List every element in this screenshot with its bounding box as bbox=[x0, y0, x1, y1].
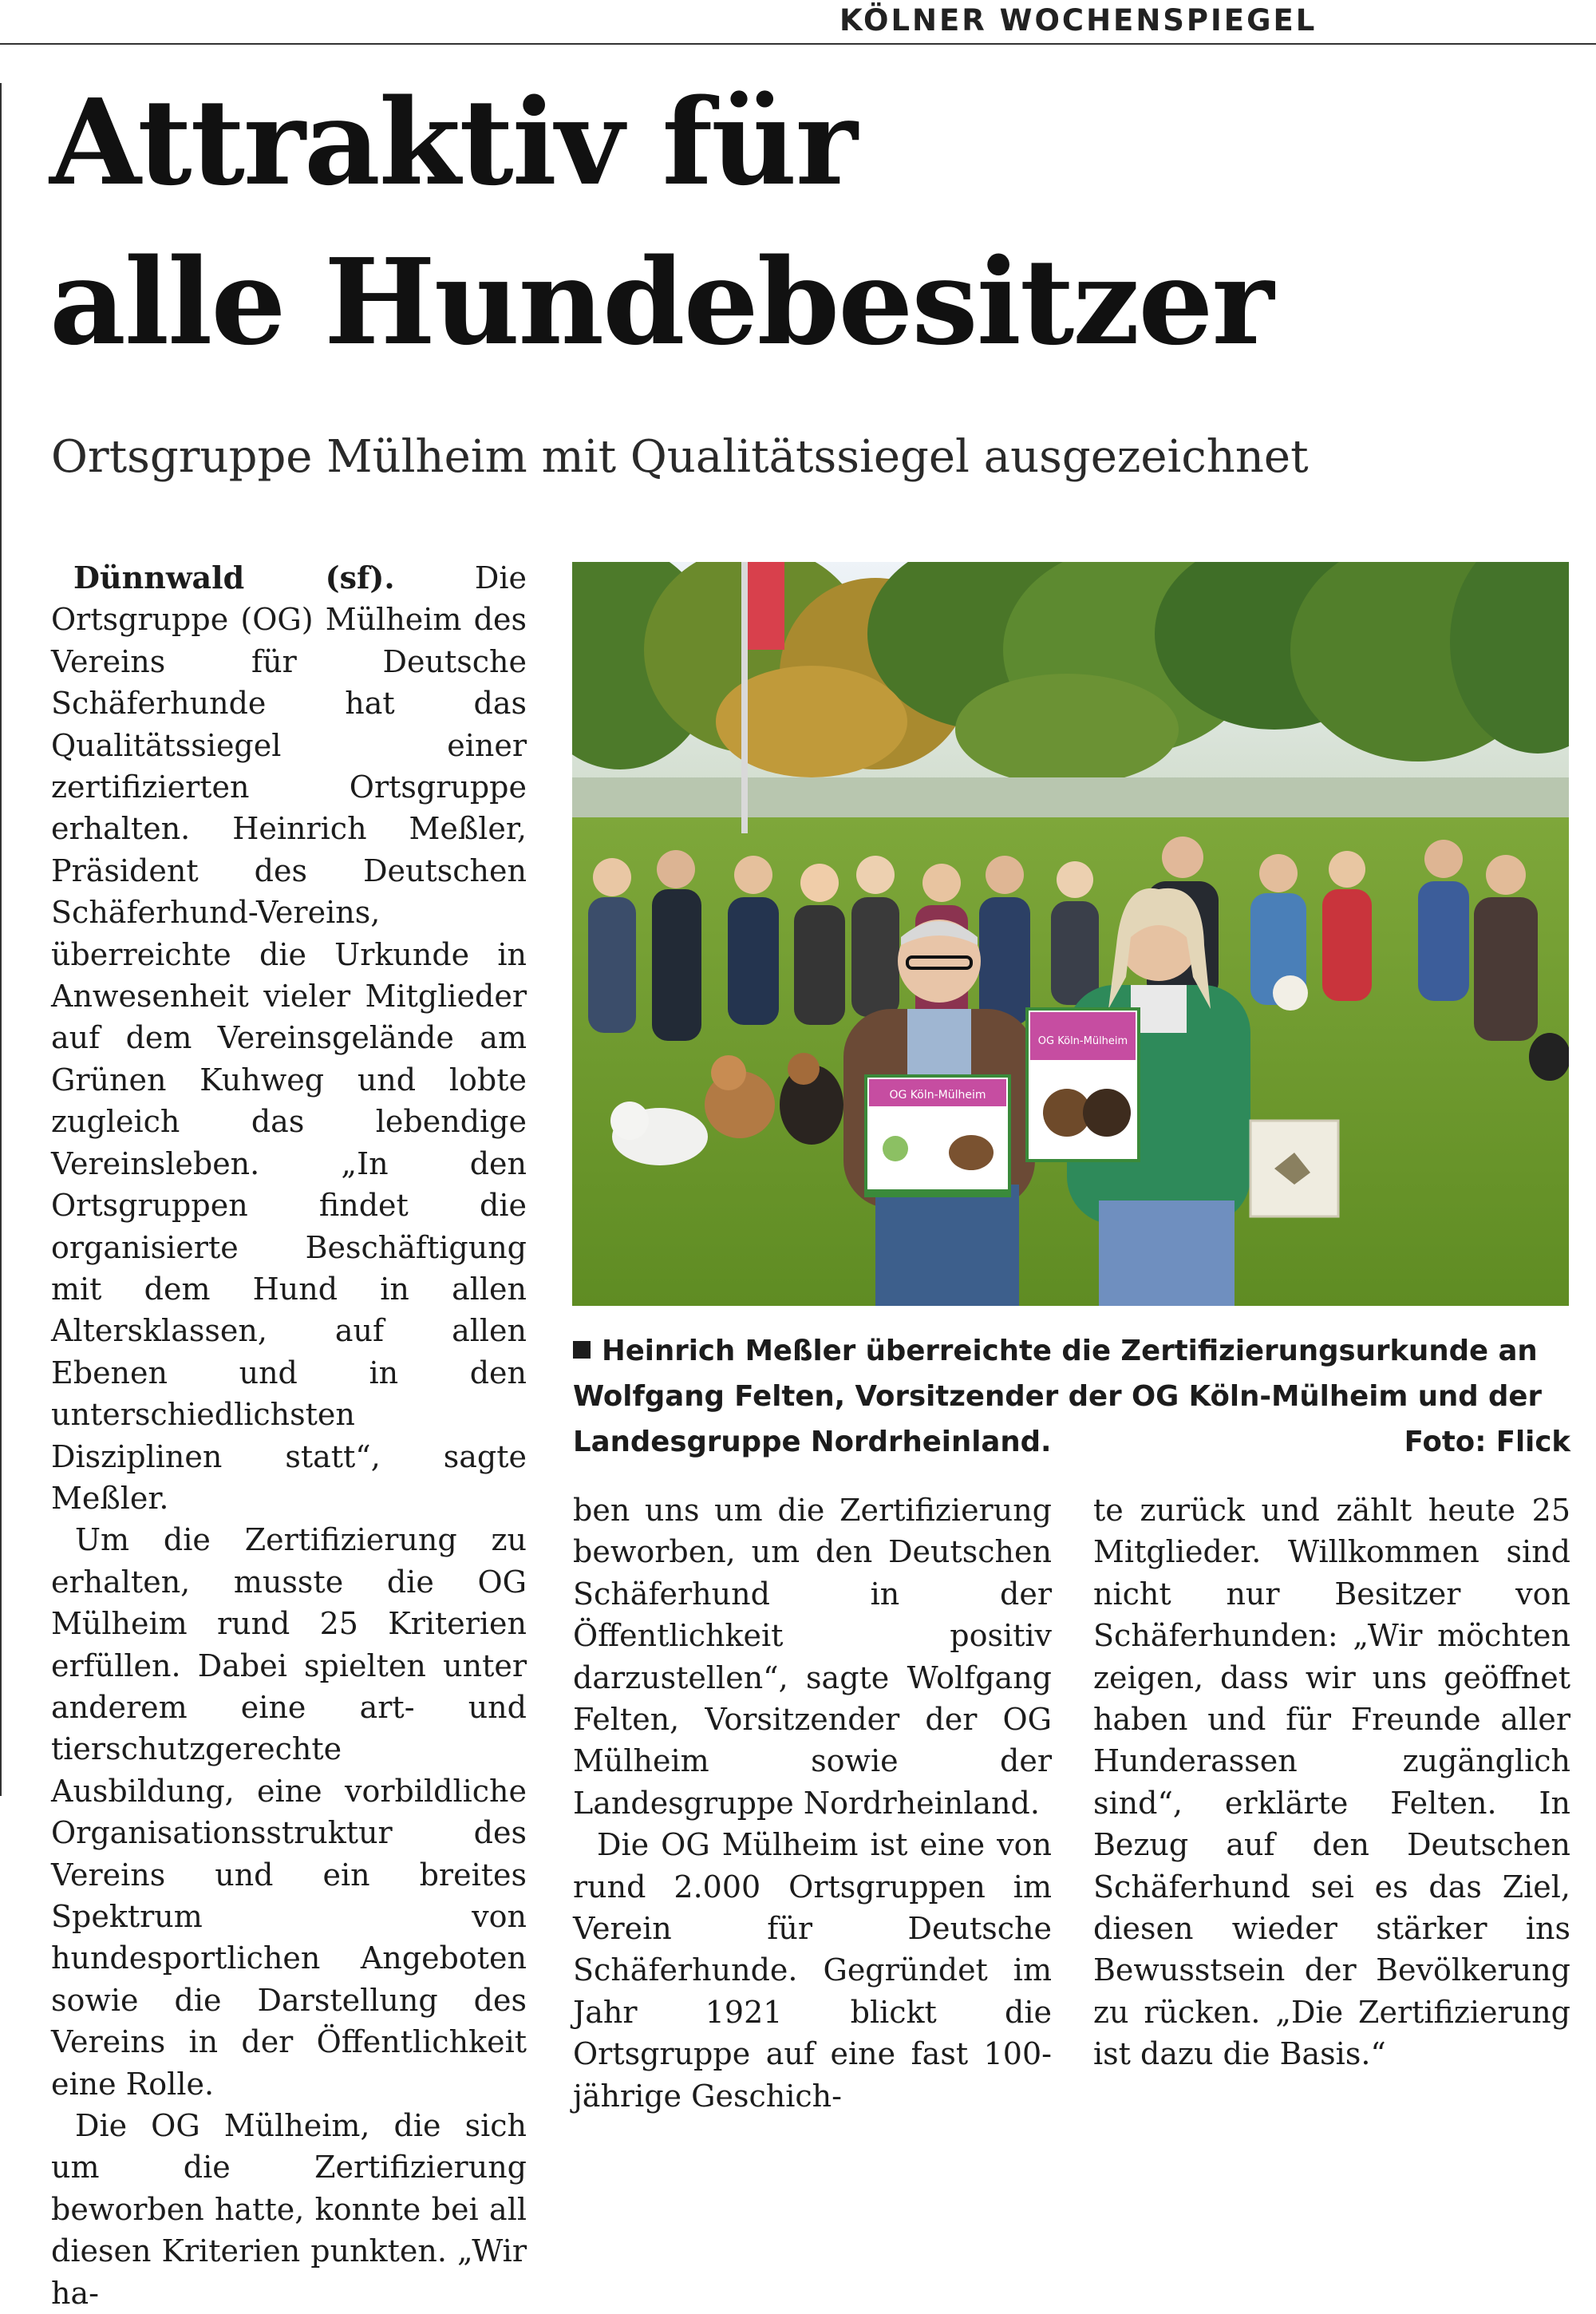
book-right bbox=[1250, 1121, 1338, 1216]
photo-flag bbox=[748, 562, 784, 650]
photo-caption bbox=[573, 1328, 1570, 1465]
certificate-right-label: OG Köln-Mülheim bbox=[1037, 1035, 1128, 1047]
article-column-1 bbox=[51, 557, 527, 2314]
article-paragraph bbox=[51, 557, 527, 1519]
photo-credit: Foto: Flick bbox=[1404, 1426, 1570, 1458]
left-margin-rule bbox=[0, 83, 2, 1796]
certificate-left-label: OG Köln-Mülheim bbox=[889, 1089, 986, 1102]
article-paragraph: Die OG Mülheim ist eine von rund 2.000 Ortsgruppen im Verein für Deutsche Schäferhunde. Gegründet im Jahr 1921 blickt die Ortsgruppe auf eine fast 100-jährige Geschich- bbox=[573, 1827, 1052, 2114]
certificate-right bbox=[1027, 1009, 1139, 1161]
newspaper-masthead: KÖLNER WOCHENSPIEGEL bbox=[839, 3, 1317, 38]
dateline: Dünnwald (sf). bbox=[73, 560, 395, 595]
headline-line-2: alle Hundebesitzer bbox=[49, 232, 1273, 371]
article-headline bbox=[49, 62, 1526, 382]
flagpole bbox=[741, 562, 748, 833]
article-photo bbox=[572, 562, 1569, 1306]
article-paragraph: Die OG Mülheim, die sich um die Zertifizierung beworben hatte, konnte bei all diesen Kriterien punkten. „Wir ha- bbox=[51, 2108, 527, 2311]
top-rule bbox=[0, 43, 1596, 45]
article-paragraph: te zurück und zählt heute 25 Mitglieder. Willkommen sind nicht nur Besitzer von Schäferhunden: „Wir möchten zeigen, dass wir uns geöffnet haben und für Freunde aller Hunderassen zugänglich sind“, erklärte Felten. In Bezug auf den Deutschen Schäferhund sei es das Ziel, diesen wieder stärker ins Bewusstsein der Bevölkerung zu rücken. „Die Zertifizierung ist dazu die Basis.“ bbox=[1093, 1493, 1570, 2072]
article-paragraph: ben uns um die Zertifizierung beworben, um den Deutschen Schäferhund in der Öffentlichkeit positiv darzustellen“, sagte Wolfgang Felten, Vorsitzender der OG Mülheim sowie der Landesgruppe Nordrheinland. bbox=[573, 1493, 1052, 1821]
article-paragraph: Um die Zertifizierung zu erhalten, musste die OG Mülheim rund 25 Kriterien erfüllen. Dabei spielten unter anderem eine art- und tierschutzgerechte Ausbildung, eine vorbildliche Organisationsstruktur des Vereins und ein breites Spektrum von hundesportlichen Angeboten sowie die Darstellung des Vereins in der Öffentlichkeit eine Rolle. bbox=[51, 1522, 527, 2102]
article-column-2 bbox=[573, 1489, 1052, 2117]
paragraph-text: Die Ortsgruppe (OG) Mülheim des Vereins für Deutsche Schäferhunde hat das Qualitätssiegel einer zertifizierten Ortsgruppe erhalten. Heinrich Meßler, Präsident des Deutschen Schäferhund-Vereins, überreichte die Urkunde in Anwesenheit vieler Mitglieder auf dem Vereinsgelände am Grünen Kuhweg und lobte zugleich das lebendige Vereinsleben. „In den Ortsgruppen findet die organisierte Beschäftigung mit dem Hund in allen Altersklassen, auf allen Ebenen und in den unterschiedlichsten Disziplinen statt“, sagte Meßler. bbox=[51, 560, 527, 1516]
article-subheadline: Ortsgruppe Mülheim mit Qualitätssiegel ausgezeichnet bbox=[51, 431, 1309, 483]
caption-bullet-icon bbox=[573, 1341, 591, 1359]
caption-text: Heinrich Meßler überreichte die Zertifizierungsurkunde an Wolfgang Felten, Vorsitzender der OG Köln-Mülheim und der Landesgruppe Nordrheinland. bbox=[573, 1335, 1543, 1458]
headline-line-1: Attraktiv für bbox=[49, 73, 856, 212]
article-column-3 bbox=[1093, 1489, 1570, 2075]
certificate-left bbox=[866, 1076, 1009, 1197]
